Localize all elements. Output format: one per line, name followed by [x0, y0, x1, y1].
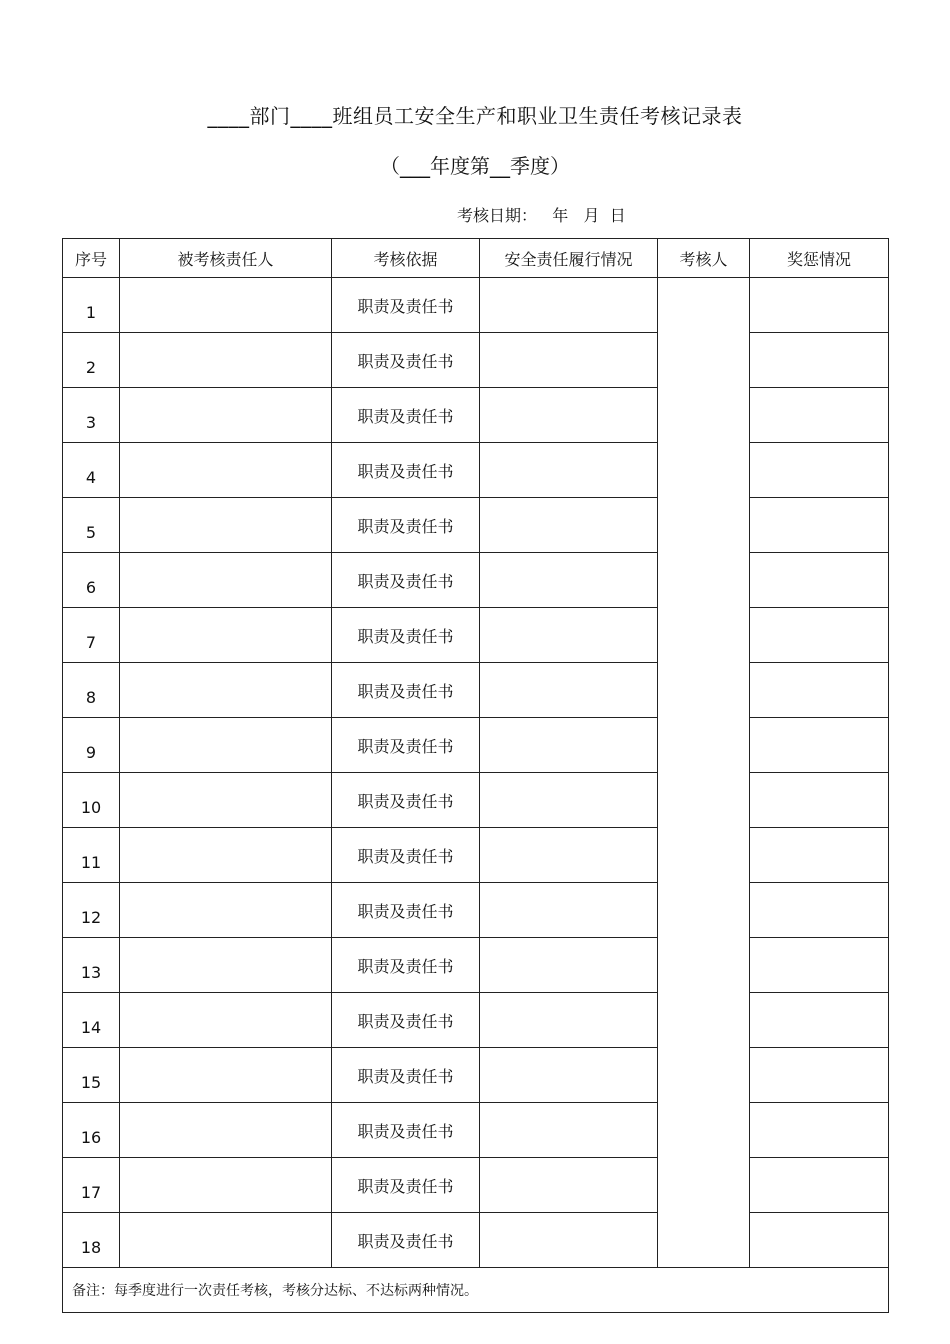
assessee-cell[interactable]	[120, 938, 332, 993]
basis-cell: 职责及责任书	[332, 278, 480, 333]
assessee-cell[interactable]	[120, 663, 332, 718]
assessee-cell[interactable]	[120, 278, 332, 333]
assessee-cell[interactable]	[120, 443, 332, 498]
row-number: 14	[63, 993, 120, 1048]
performance-cell[interactable]	[480, 938, 658, 993]
assessee-cell[interactable]	[120, 1213, 332, 1268]
performance-cell[interactable]	[480, 388, 658, 443]
assessee-cell[interactable]	[120, 388, 332, 443]
row-number: 9	[63, 718, 120, 773]
performance-cell[interactable]	[480, 993, 658, 1048]
col-header-assessee: 被考核责任人	[120, 239, 332, 278]
table-row	[63, 443, 889, 498]
basis-cell: 职责及责任书	[332, 498, 480, 553]
basis-cell: 职责及责任书	[332, 443, 480, 498]
reward-cell[interactable]	[750, 663, 889, 718]
note-text: 备注：每季度进行一次责任考核，考核分达标、不达标两种情况。	[63, 1268, 889, 1313]
col-header-no: 序号	[63, 239, 120, 278]
assessee-cell[interactable]	[120, 333, 332, 388]
basis-cell: 职责及责任书	[332, 718, 480, 773]
basis-cell: 职责及责任书	[332, 828, 480, 883]
reward-cell[interactable]	[750, 993, 889, 1048]
assessee-cell[interactable]	[120, 1048, 332, 1103]
row-number: 1	[63, 278, 120, 333]
table-row	[63, 938, 889, 993]
basis-cell: 职责及责任书	[332, 993, 480, 1048]
row-number: 7	[63, 608, 120, 663]
row-number: 3	[63, 388, 120, 443]
assessee-cell[interactable]	[120, 993, 332, 1048]
performance-cell[interactable]	[480, 608, 658, 663]
assessment-date: 考核日期： 年 月 日	[457, 206, 626, 225]
table-row	[63, 663, 889, 718]
col-header-reward: 奖惩情况	[750, 239, 889, 278]
basis-cell: 职责及责任书	[332, 938, 480, 993]
basis-cell: 职责及责任书	[332, 773, 480, 828]
row-number: 18	[63, 1213, 120, 1268]
performance-cell[interactable]	[480, 828, 658, 883]
col-header-performance: 安全责任履行情况	[480, 239, 658, 278]
table-row	[63, 498, 889, 553]
row-number: 2	[63, 333, 120, 388]
assessee-cell[interactable]	[120, 1103, 332, 1158]
basis-cell: 职责及责任书	[332, 608, 480, 663]
assessee-cell[interactable]	[120, 718, 332, 773]
performance-cell[interactable]	[480, 663, 658, 718]
performance-cell[interactable]	[480, 1213, 658, 1268]
reward-cell[interactable]	[750, 388, 889, 443]
assessee-cell[interactable]	[120, 553, 332, 608]
reward-cell[interactable]	[750, 1103, 889, 1158]
table-row	[63, 883, 889, 938]
performance-cell[interactable]	[480, 1048, 658, 1103]
row-number: 4	[63, 443, 120, 498]
performance-cell[interactable]	[480, 333, 658, 388]
reward-cell[interactable]	[750, 1213, 889, 1268]
table-row	[63, 773, 889, 828]
reward-cell[interactable]	[750, 278, 889, 333]
basis-cell: 职责及责任书	[332, 388, 480, 443]
row-number: 12	[63, 883, 120, 938]
note-row	[63, 1268, 889, 1313]
reward-cell[interactable]	[750, 828, 889, 883]
performance-cell[interactable]	[480, 278, 658, 333]
assessee-cell[interactable]	[120, 608, 332, 663]
assessee-cell[interactable]	[120, 828, 332, 883]
reward-cell[interactable]	[750, 1158, 889, 1213]
performance-cell[interactable]	[480, 773, 658, 828]
assessment-table	[62, 238, 889, 1313]
row-number: 16	[63, 1103, 120, 1158]
basis-cell: 职责及责任书	[332, 553, 480, 608]
performance-cell[interactable]	[480, 498, 658, 553]
table-row	[63, 828, 889, 883]
table-row	[63, 1103, 889, 1158]
assessor-cell[interactable]	[658, 278, 750, 1268]
assessee-cell[interactable]	[120, 883, 332, 938]
table-row	[63, 333, 889, 388]
table-row	[63, 993, 889, 1048]
reward-cell[interactable]	[750, 498, 889, 553]
period-subtitle: （___年度第__季度）	[380, 154, 570, 178]
document-title: ____部门____班组员工安全生产和职业卫生责任考核记录表	[207, 104, 743, 128]
reward-cell[interactable]	[750, 718, 889, 773]
reward-cell[interactable]	[750, 333, 889, 388]
performance-cell[interactable]	[480, 718, 658, 773]
assessee-cell[interactable]	[120, 498, 332, 553]
reward-cell[interactable]	[750, 883, 889, 938]
basis-cell: 职责及责任书	[332, 1048, 480, 1103]
reward-cell[interactable]	[750, 773, 889, 828]
reward-cell[interactable]	[750, 443, 889, 498]
table-row	[63, 388, 889, 443]
basis-cell: 职责及责任书	[332, 663, 480, 718]
basis-cell: 职责及责任书	[332, 333, 480, 388]
reward-cell[interactable]	[750, 553, 889, 608]
row-number: 11	[63, 828, 120, 883]
row-number: 6	[63, 553, 120, 608]
performance-cell[interactable]	[480, 1103, 658, 1158]
row-number: 8	[63, 663, 120, 718]
table-row	[63, 553, 889, 608]
col-header-assessor: 考核人	[658, 239, 750, 278]
basis-cell: 职责及责任书	[332, 883, 480, 938]
performance-cell[interactable]	[480, 443, 658, 498]
table-header-row	[63, 239, 889, 278]
row-number: 10	[63, 773, 120, 828]
basis-cell: 职责及责任书	[332, 1213, 480, 1268]
reward-cell[interactable]	[750, 608, 889, 663]
row-number: 13	[63, 938, 120, 993]
reward-cell[interactable]	[750, 1048, 889, 1103]
col-header-basis: 考核依据	[332, 239, 480, 278]
row-number: 15	[63, 1048, 120, 1103]
table-row	[63, 1158, 889, 1213]
assessee-cell[interactable]	[120, 773, 332, 828]
reward-cell[interactable]	[750, 938, 889, 993]
basis-cell: 职责及责任书	[332, 1158, 480, 1213]
assessee-cell[interactable]	[120, 1158, 332, 1213]
table-row	[63, 608, 889, 663]
performance-cell[interactable]	[480, 883, 658, 938]
row-number: 17	[63, 1158, 120, 1213]
table-row	[63, 1048, 889, 1103]
table-row	[63, 1213, 889, 1268]
table-row	[63, 278, 889, 333]
basis-cell: 职责及责任书	[332, 1103, 480, 1158]
table-row	[63, 718, 889, 773]
row-number: 5	[63, 498, 120, 553]
performance-cell[interactable]	[480, 553, 658, 608]
performance-cell[interactable]	[480, 1158, 658, 1213]
